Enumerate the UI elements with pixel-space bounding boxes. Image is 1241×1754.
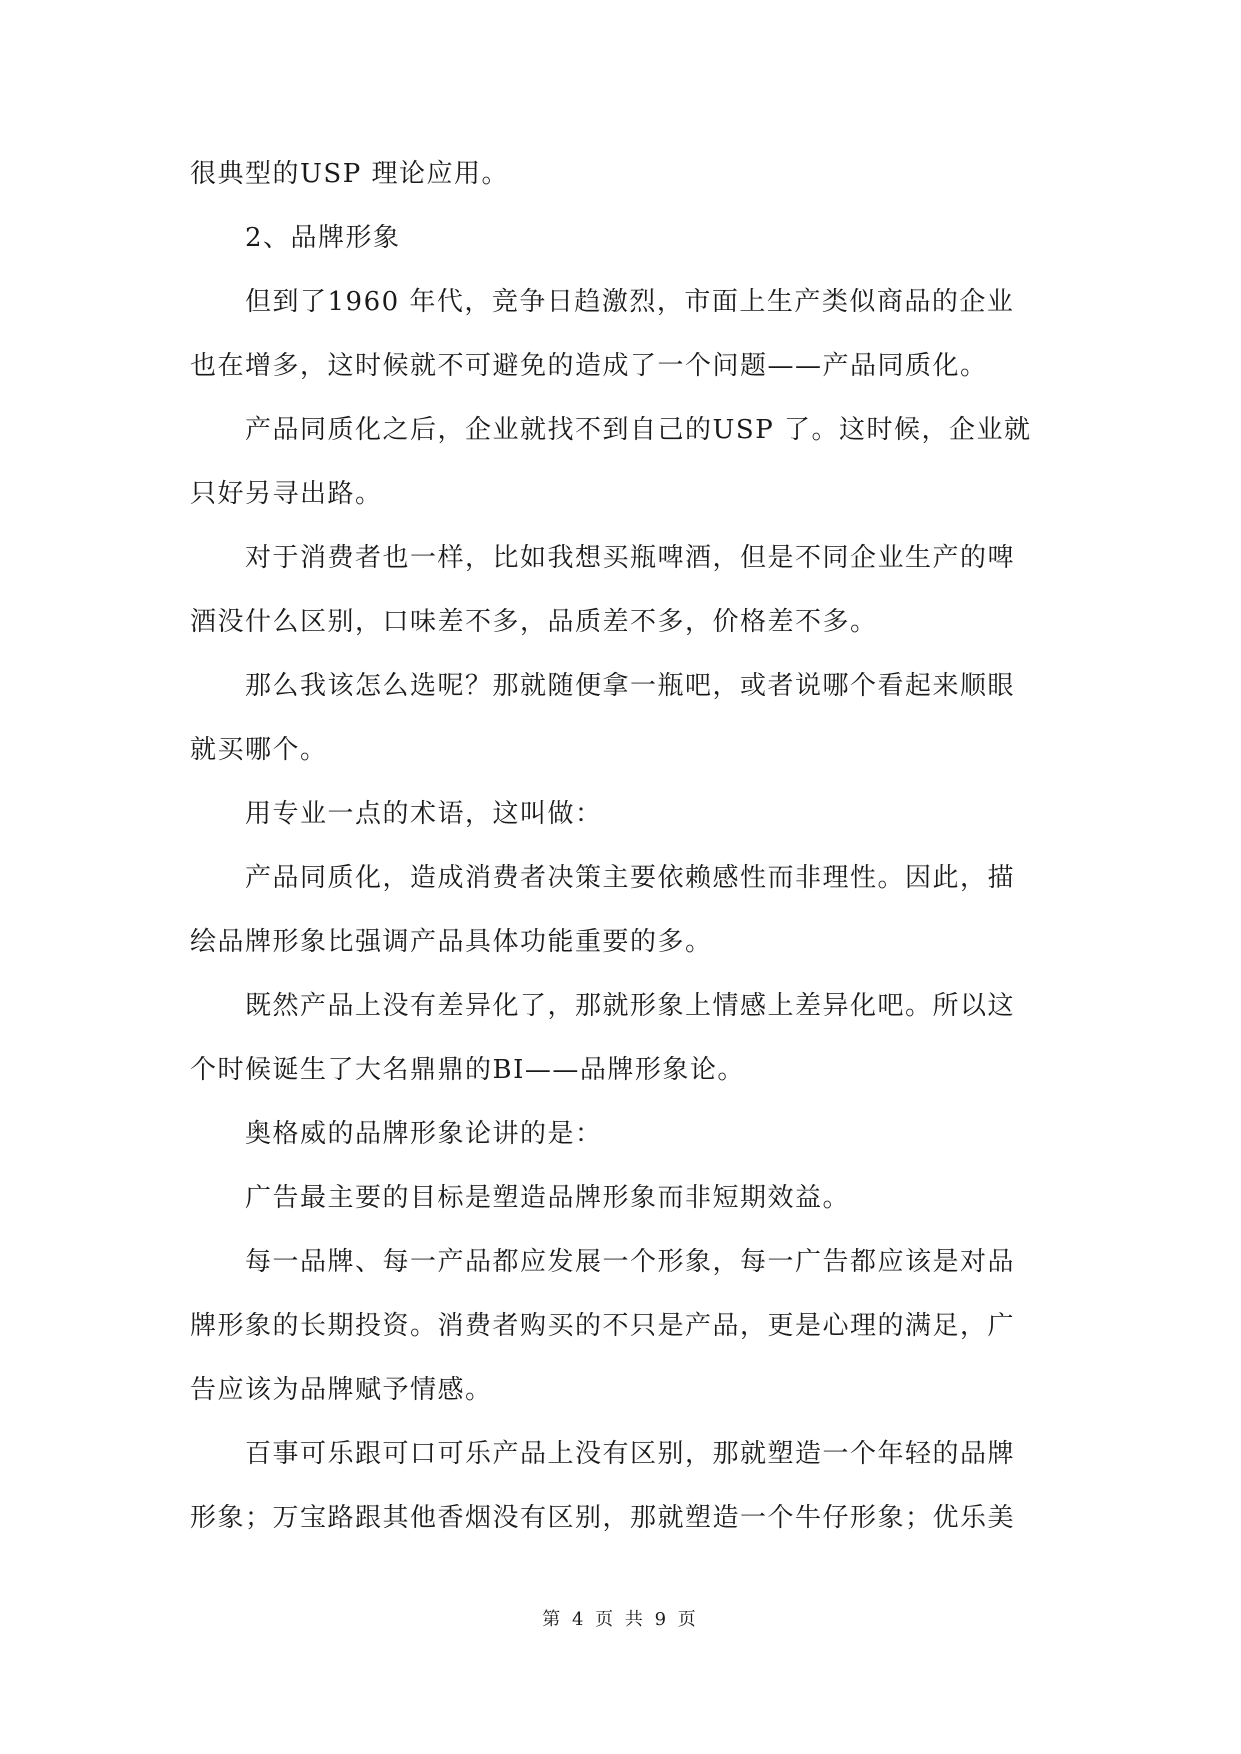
paragraph-line: 就买哪个。 <box>190 735 328 765</box>
section-heading: 2、品牌形象 <box>245 223 401 253</box>
paragraph-line: 牌形象的长期投资。消费者购买的不只是产品，更是心理的满足，广 <box>190 1311 1016 1341</box>
paragraph-line: 很典型的USP 理论应用。 <box>190 159 509 189</box>
paragraph-line: 酒没什么区别，口味差不多，品质差不多，价格差不多。 <box>190 607 878 637</box>
paragraph-line: 每一品牌、每一产品都应发展一个形象，每一广告都应该是对品 <box>245 1247 1016 1277</box>
paragraph-line: 百事可乐跟可口可乐产品上没有区别，那就塑造一个年轻的品牌 <box>245 1439 1016 1469</box>
paragraph-line: 对于消费者也一样，比如我想买瓶啤酒，但是不同企业生产的啤 <box>245 543 1016 573</box>
paragraph-line: 产品同质化之后，企业就找不到自己的USP 了。这时候，企业就 <box>245 415 1032 445</box>
paragraph-line: 也在增多，这时候就不可避免的造成了一个问题——产品同质化。 <box>190 351 988 381</box>
body-text <box>190 155 1060 1563</box>
page-number-label: 第 4 页 共 9 页 <box>542 1609 699 1630</box>
paragraph-line: 产品同质化，造成消费者决策主要依赖感性而非理性。因此，描 <box>245 863 1016 893</box>
paragraph-line: 既然产品上没有差异化了，那就形象上情感上差异化吧。所以这 <box>245 991 1016 1021</box>
paragraph-line: 广告最主要的目标是塑造品牌形象而非短期效益。 <box>245 1183 851 1213</box>
paragraph-line: 只好另寻出路。 <box>190 479 383 509</box>
paragraph-line: 但到了1960 年代，竞争日趋激烈，市面上生产类似商品的企业 <box>245 287 1015 317</box>
paragraph-line: 用专业一点的术语，这叫做： <box>245 799 603 829</box>
paragraph-line: 形象；万宝路跟其他香烟没有区别，那就塑造一个牛仔形象；优乐美 <box>190 1503 1016 1533</box>
paragraph-line: 绘品牌形象比强调产品具体功能重要的多。 <box>190 927 713 957</box>
page-footer <box>0 1605 1241 1631</box>
paragraph-line: 奥格威的品牌形象论讲的是： <box>245 1119 603 1149</box>
paragraph-line: 那么我该怎么选呢？那就随便拿一瓶吧，或者说哪个看起来顺眼 <box>245 671 1016 701</box>
paragraph-line: 告应该为品牌赋予情感。 <box>190 1375 493 1405</box>
paragraph-line: 个时候诞生了大名鼎鼎的BI——品牌形象论。 <box>190 1055 745 1085</box>
